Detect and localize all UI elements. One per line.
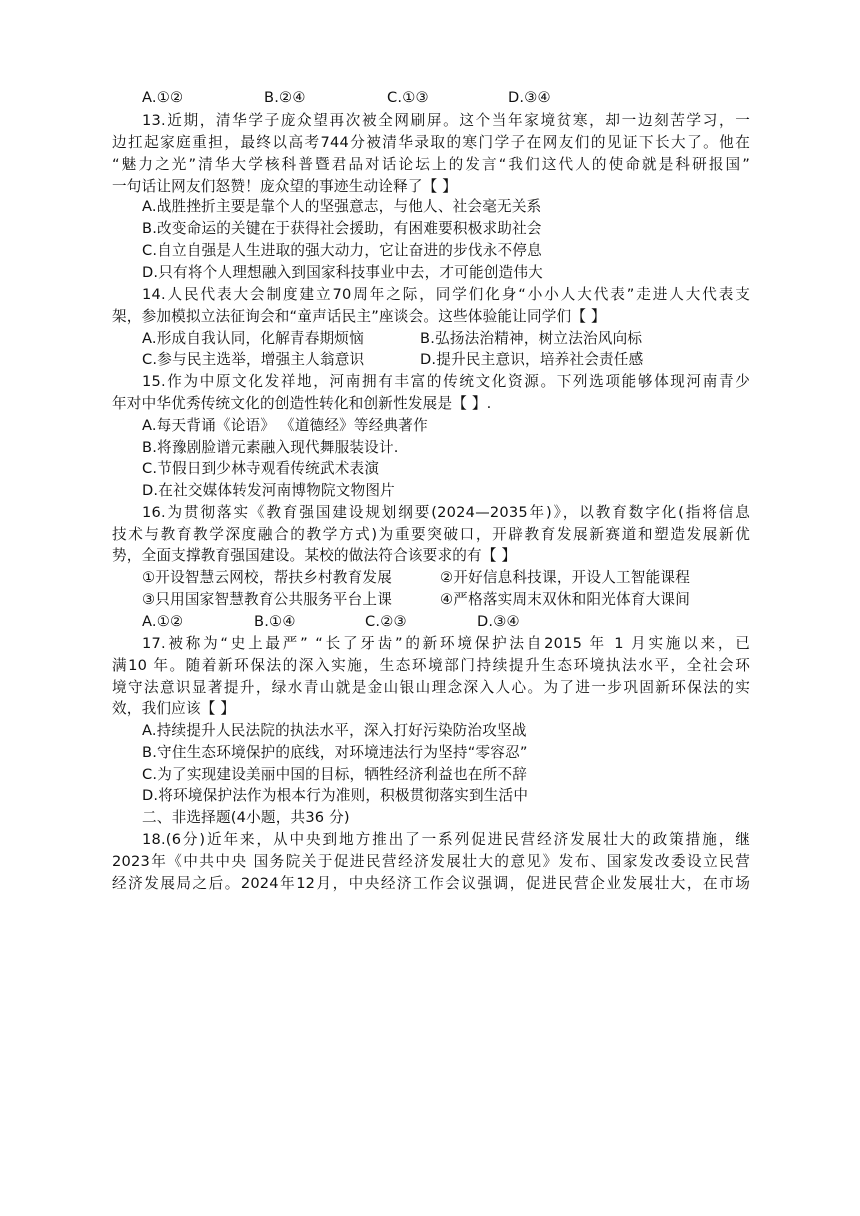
q13-option-b: B.改变命运的关键在于获得社会援助，有困难要积极求助社会	[142, 220, 542, 237]
q16-statement-4: ④严格落实周末双休和阳光体育大课间	[440, 591, 690, 608]
q16-option-c: C.②③	[365, 613, 407, 630]
section-heading: 二、非选择题(4小题，共36 分)	[142, 809, 350, 826]
q14-stem-line-1: 14.人民代表大会制度建立70周年之际，同学们化身“小小人大代表”走进人大代表支	[142, 286, 750, 303]
q18-stem-line-1: 18.(6分)近年来，从中央到地方推出了一系列促进民营经济发展壮大的政策措施，继	[142, 831, 750, 848]
q16-stem-line-3: 势，全面支撑教育强国建设。某校的做法符合该要求的有【 】	[112, 547, 517, 564]
q13-stem-line-3: “魅力之光”清华大学核科普暨君品对话论坛上的发言“我们这代人的使命就是科研报国”	[112, 156, 750, 173]
q16-option-d: D.③④	[477, 613, 520, 630]
q15-option-c: C.节假日到少林寺观看传统武术表演	[142, 460, 380, 477]
q13-stem-line-2: 边扛起家庭重担，最终以高考744分被清华录取的寒门学子在网友们的见证下长大了。他在	[112, 134, 750, 151]
q13-option-c: C.自立自强是人生进取的强大动力，它让奋进的步伐永不停息	[142, 242, 542, 259]
q16-stem-line-2: 技术与教育教学深度融合的教学方式)为重要突破口，开辟教育发展新赛道和塑造发展新优	[112, 526, 750, 543]
q16-option-b: B.①④	[254, 613, 296, 630]
q12-option-a: A.①②	[142, 89, 184, 106]
q17-stem-line-4: 效，我们应该【 】	[112, 700, 236, 717]
q16-stem-line-1: 16.为贯彻落实《教育强国建设规划纲要(2024—2035年)》，以教育数字化(指将信息	[142, 504, 750, 521]
q14-stem-line-2: 架，参加模拟立法征询会和“童声话民主”座谈会。这些体验能让同学们【 】	[112, 308, 606, 325]
q17-option-c: C.为了实现建设美丽中国的目标，牺牲经济利益也在所不辞	[142, 766, 528, 783]
q14-option-b: B.弘扬法治精神，树立法治风向标	[420, 330, 643, 347]
q17-stem-line-1: 17.被称为“史上最严” “长了牙齿”的新环境保护法自2015 年 1 月实施以来，已	[142, 635, 750, 652]
q16-statement-1: ①开设智慧云网校，帮扶乡村教育发展	[142, 569, 392, 586]
q15-option-d: D.在社交媒体转发河南博物院文物图片	[142, 482, 395, 499]
q13-option-a: A.战胜挫折主要是靠个人的坚强意志，与他人、社会毫无关系	[142, 198, 542, 215]
q12-option-b: B.②④	[264, 89, 306, 106]
q13-stem-line-4: 一句话让网友们怒赞！庞众望的事迹生动诠释了【 】	[112, 178, 458, 195]
q15-option-b: B.将豫剧脸谱元素融入现代舞服装设计.	[142, 439, 399, 456]
q14-option-d: D.提升民主意识，培养社会责任感	[420, 351, 644, 368]
q17-stem-line-3: 境守法意识显著提升，绿水青山就是金山银山理念深入人心。为了进一步巩固新环保法的实	[112, 679, 750, 696]
q15-stem-line-1: 15.作为中原文化发祥地，河南拥有丰富的传统文化资源。下列选项能够体现河南青少	[142, 373, 750, 390]
q18-stem-line-2: 2023年《中共中央 国务院关于促进民营经济发展壮大的意见》发布、国家发改委设立民营	[112, 853, 750, 870]
q12-options	[142, 88, 742, 108]
q15-stem-line-2: 年对中华优秀传统文化的创造性转化和创新性发展是【 】.	[112, 395, 492, 412]
q15-option-a: A.每天背诵《论语》 《道德经》等经典著作	[142, 417, 428, 434]
q13-stem-line-1: 13.近期，清华学子庞众望再次被全网刷屏。这个当年家境贫寒，却一边刻苦学习，一	[142, 112, 750, 129]
q17-option-a: A.持续提升人民法院的执法水平，深入打好污染防治攻坚战	[142, 722, 527, 739]
q14-option-c: C.参与民主选举，增强主人翁意识	[142, 351, 365, 368]
q16-option-a: A.①②	[142, 613, 184, 630]
q14-option-a: A.形成自我认同，化解青春期烦恼	[142, 330, 364, 347]
q17-stem-line-2: 满10 年。随着新环保法的深入实施，生态环境部门持续提升生态环境执法水平，全社会环	[112, 657, 750, 674]
q18-stem-line-3: 经济发展局之后。2024年12月，中央经济工作会议强调，促进民营企业发展壮大，在市场	[112, 875, 750, 892]
q12-option-d: D.③④	[508, 89, 551, 106]
q16-statement-2: ②开好信息科技课，开设人工智能课程	[440, 569, 690, 586]
q17-option-d: D.将环境保护法作为根本行为准则，积极贯彻落实到生活中	[142, 787, 529, 804]
q12-option-c: C.①③	[387, 89, 429, 106]
q16-statement-3: ③只用国家智慧教育公共服务平台上课	[142, 591, 392, 608]
q17-option-b: B.守住生态环境保护的底线，对环境违法行为坚持“零容忍”	[142, 744, 528, 761]
q13-option-d: D.只有将个人理想融入到国家科技事业中去，才可能创造伟大	[142, 264, 543, 281]
q16-options	[142, 612, 742, 632]
